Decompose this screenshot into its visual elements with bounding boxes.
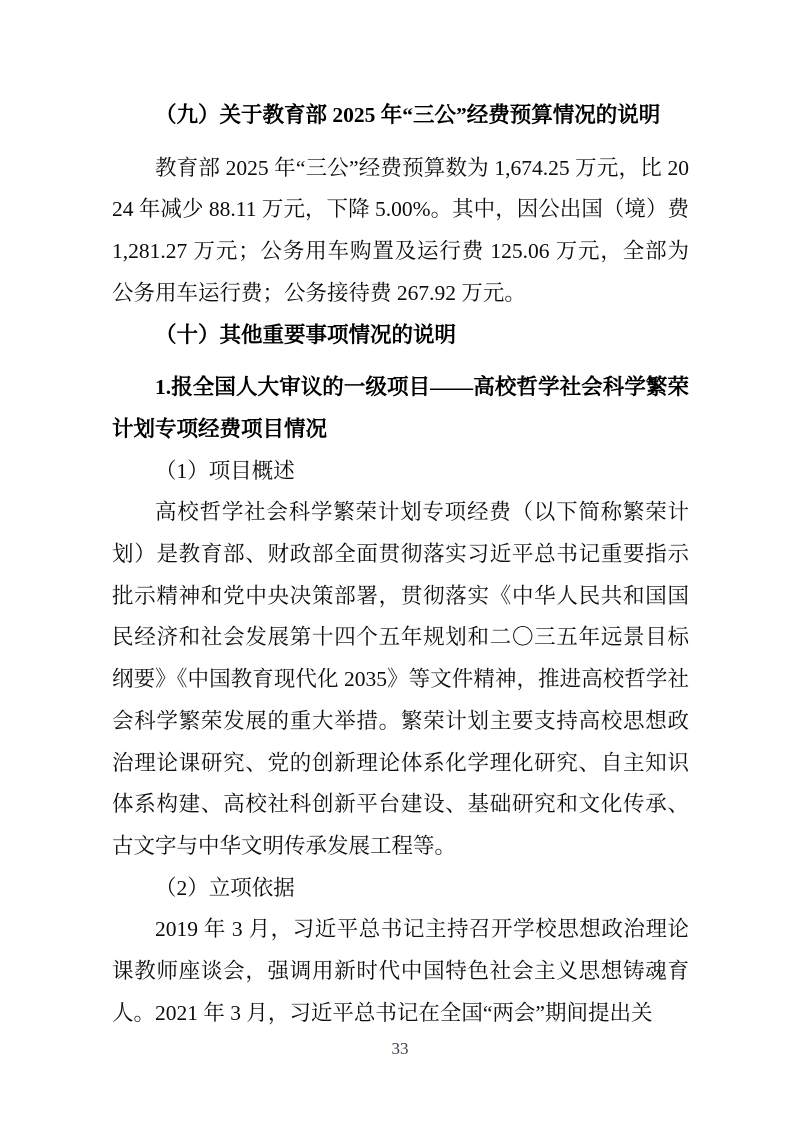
- paragraph-approval-basis-body: 2019 年 3 月，习近平总书记主持召开学校思想政治理论课教师座谈会，强调用新时代中国特色社会主义思想铸魂育人。2021 年 3 月，习近平总书记在全国“两会”期间提出关: [112, 917, 689, 1025]
- paragraph-project-overview-body: 高校哲学社会科学繁荣计划专项经费（以下简称繁荣计划）是教育部、财政部全面贯彻落实习近平总书记重要指示批示精神和党中央决策部署，贯彻落实《中华人民共和国国民经济和社会发展第十四个五年规划和二〇三五年远景目标纲要》《中国教育现代化 2035》等文件精神，推进高校哲学社会科学繁荣发展的重大举措。繁荣计划主要支持高校思想政治理论课研究、党的创新理论体系化学理化研究、自主知识体系构建、高校社科创新平台建设、基础研究和文化传承、古文字与中华文明传承发展工程等。: [112, 500, 689, 858]
- section-heading-ten-other-items: （十）其他重要事项情况的说明: [155, 322, 457, 347]
- section-heading-nine-sangong-budget: （九）关于教育部 2025 年“三公”经费预算情况的说明: [155, 103, 661, 127]
- page-number: 33: [391, 1039, 409, 1058]
- paragraph-approval-basis-label: （2）立项依据: [155, 875, 295, 900]
- document-content: [112, 95, 689, 1034]
- paragraph-sangong-budget-details: 教育部 2025 年“三公”经费预算数为 1,674.25 万元，比 2024 年减少 88.11 万元，下降 5.00%。其中，因公出国（境）费 1,281.27 万元；公务用车购置及运行费 125.06 万元，全部为公务用车运行费；公务接待费 267.92 万元。: [112, 155, 689, 305]
- subheading-prosperity-plan-project: 1.报全国人大审议的一级项目——高校哲学社会科学繁荣计划专项经费项目情况: [112, 375, 689, 441]
- paragraph-project-overview-label: （1）项目概述: [155, 458, 295, 483]
